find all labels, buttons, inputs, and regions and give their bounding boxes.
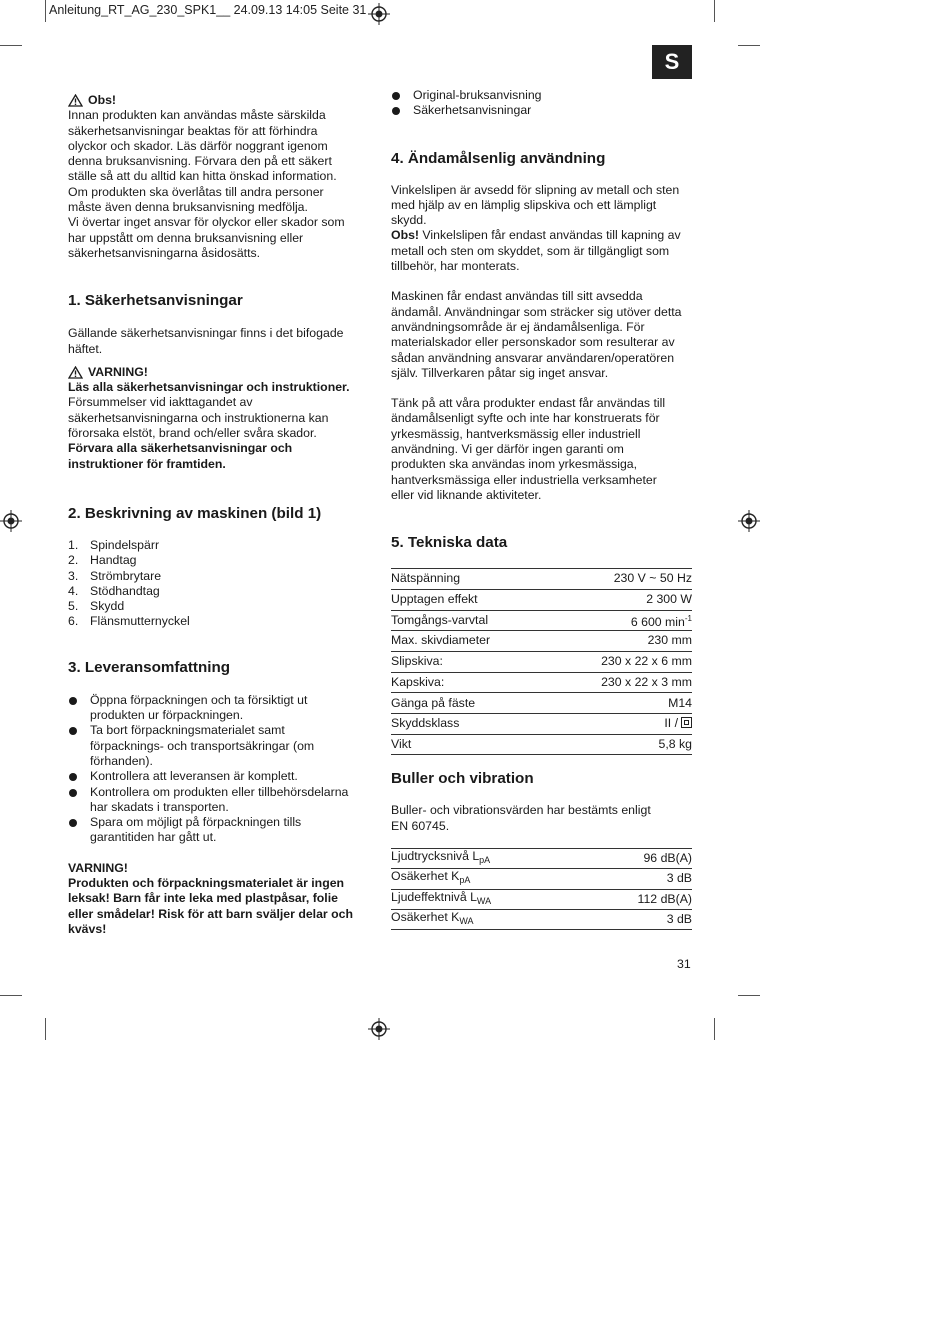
registration-mark-icon	[368, 3, 390, 25]
list-item: 6. Flänsmutternyckel	[68, 614, 190, 629]
list-item: 2. Handtag	[68, 553, 137, 568]
table-row: Max. skivdiameter 230 mm	[391, 631, 692, 652]
table-row: Vikt 5,8 kg	[391, 734, 692, 755]
crop-mark	[714, 0, 715, 22]
safety-text: Försummelser vid iakttagandet av säkerhetsanvisningarna och instruktionerna kan förorsaka elstöt, brand och/eller svåra skador.	[68, 395, 329, 441]
intended-use-p3: Tänk på att våra produkter endast får användas till ändamålsenligt syfte och inte har konstruerats för yrkesmässig, hantverksmässig eller industriell användning. Vi ger därför ingen garanti om produkten ska användas inom yrkesmässiga, hantverksmässiga eller industriella verksamheter eller vid liknande aktiviteter.	[391, 396, 666, 502]
table-row: Kapskiva: 230 x 22 x 3 mm	[391, 672, 692, 693]
obs-text: Innan produkten kan användas måste särskilda säkerhetsanvisningar beaktas för att förhindra olyckor och skador. Läs därför noggrant igenom denna bruksanvisning. Förvara den på ett säkert ställe så att du alltid kan hitta önskad information. Om produkten ska överlåtas till andra personer måste även denna bruksanvisning medfölja. Vi övertar inget ansvar för olyckor eller skador som har uppstått om denna bruksanvisning eller säkerhetsanvisningarna åsidosätts.	[68, 108, 345, 260]
table-row: Slipskiva: 230 x 22 x 6 mm	[391, 651, 692, 672]
section-heading-delivery: 3. Leveransomfattning	[68, 658, 231, 676]
list-item: Öppna förpackningen och ta försiktigt ut produkten ur förpackningen.	[68, 693, 368, 724]
page-number: 31	[677, 957, 691, 971]
table-row: Nätspänning 230 V ~ 50 Hz	[391, 569, 692, 590]
language-tab: S	[652, 45, 692, 79]
section-heading-technical-data: 5. Tekniska data	[391, 534, 508, 552]
safety-bold-instruction: Läs alla säkerhetsanvisningar och instruktioner.	[68, 380, 350, 395]
list-item: Säkerhetsanvisningar	[391, 103, 692, 118]
list-item: 4. Stödhandtag	[68, 583, 160, 598]
obs-title	[68, 93, 368, 108]
delivery-warning-text: Produkten och förpackningsmaterialet är ingen leksak! Barn får inte leka med plastpåsar, folie eller smådelar! Risk för att barn sväljer delar och kvävs!	[68, 875, 353, 936]
protection-class-ii-icon	[681, 717, 692, 728]
crop-mark	[45, 1018, 46, 1040]
section-heading-description: 2. Beskrivning av maskinen (bild 1)	[68, 504, 322, 522]
warning-triangle-icon	[68, 94, 83, 107]
delivery-warning-title: VARNING!	[68, 860, 128, 875]
crop-mark	[714, 1018, 715, 1040]
table-row: Osäkerhet $K_{WA}$ 3 dB	[391, 909, 692, 929]
safety-warning-title	[68, 365, 368, 380]
included-docs-list	[391, 88, 692, 119]
table-row: Osäkerhet $K_{pA}$ 3 dB	[391, 869, 692, 889]
delivery-list	[68, 693, 368, 846]
list-item: Kontrollera om produkten eller tillbehörsdelarna har skadats i transporten.	[68, 785, 368, 816]
warning-triangle-icon	[68, 366, 83, 379]
warning-label: VARNING!	[88, 364, 148, 379]
noise-intro: Buller- och vibrationsvärden har bestämts enligt EN 60745.	[391, 803, 651, 833]
registration-mark-icon	[738, 510, 760, 532]
safety-bold-keep: Förvara alla säkerhetsanvisningar och instruktioner för framtiden.	[68, 441, 293, 471]
list-item: 1. Spindelspärr	[68, 537, 160, 552]
crop-mark	[738, 995, 760, 996]
noise-table	[391, 848, 692, 930]
list-item: Spara om möjligt på förpackningen tills garantitiden har gått ut.	[68, 815, 368, 846]
right-column	[391, 88, 692, 930]
registration-mark-icon	[368, 1018, 390, 1040]
table-row: Upptagen effekt 2 300 W	[391, 589, 692, 610]
table-row: Ljudeffektnivå $L_{WA}$ 112 dB(A)	[391, 889, 692, 909]
technical-data-table	[391, 568, 692, 755]
section-heading-safety: 1. Säkerhetsanvisningar	[68, 292, 243, 310]
crop-mark	[738, 45, 760, 46]
intended-use-p1: Vinkelslipen är avsedd för slipning av metall och sten med hjälp av en lämplig slipskiva och ett lämpligt skydd. Obs! Vinkelslipen får endast användas till kapning av metall och sten om skyddet, som är tillgängligt som tillbehör, har monterats.	[391, 182, 681, 274]
crop-mark	[0, 45, 22, 46]
section-heading-noise: Buller och vibration	[391, 770, 534, 788]
left-column	[68, 93, 368, 937]
crop-mark	[45, 0, 46, 22]
table-row: Tomgångs-varvtal 6 600 $\min^{-1}$	[391, 610, 692, 631]
print-slug: Anleitung_RT_AG_230_SPK1__ 24.09.13 14:05 Seite 31	[49, 3, 367, 17]
table-row: Gänga på fäste M14	[391, 693, 692, 714]
intended-use-p2: Maskinen får endast användas till sitt avsedda ändamål. Användningar som sträcker sig utöver detta användningsområde är ej ändamålsenliga. För materialskador eller personskador som resulterar av sådan användning ansvarar användaren/operatören själv. Tillverkaren påtar sig inget ansvar.	[391, 289, 682, 380]
list-item: Original-bruksanvisning	[391, 88, 692, 103]
list-item: 3. Strömbrytare	[68, 568, 162, 583]
list-item: 5. Skydd	[68, 599, 125, 614]
section-heading-intended-use: 4. Ändamålsenlig användning	[391, 149, 606, 167]
obs-label: Obs!	[88, 93, 117, 107]
crop-mark	[0, 995, 22, 996]
registration-mark-icon	[0, 510, 22, 532]
safety-intro: Gällande säkerhetsanvisningar finns i det bifogade häftet.	[68, 326, 344, 356]
table-row: Skyddsklass II /	[391, 714, 692, 735]
table-row: Ljudtrycksnivå $L_{pA}$ 96 dB(A)	[391, 849, 692, 869]
list-item: Kontrollera att leveransen är komplett.	[68, 769, 368, 784]
list-item: Ta bort förpackningsmaterialet samt förpacknings- och transportsäkringar (om förhanden).	[68, 723, 368, 769]
parts-list	[68, 538, 368, 630]
